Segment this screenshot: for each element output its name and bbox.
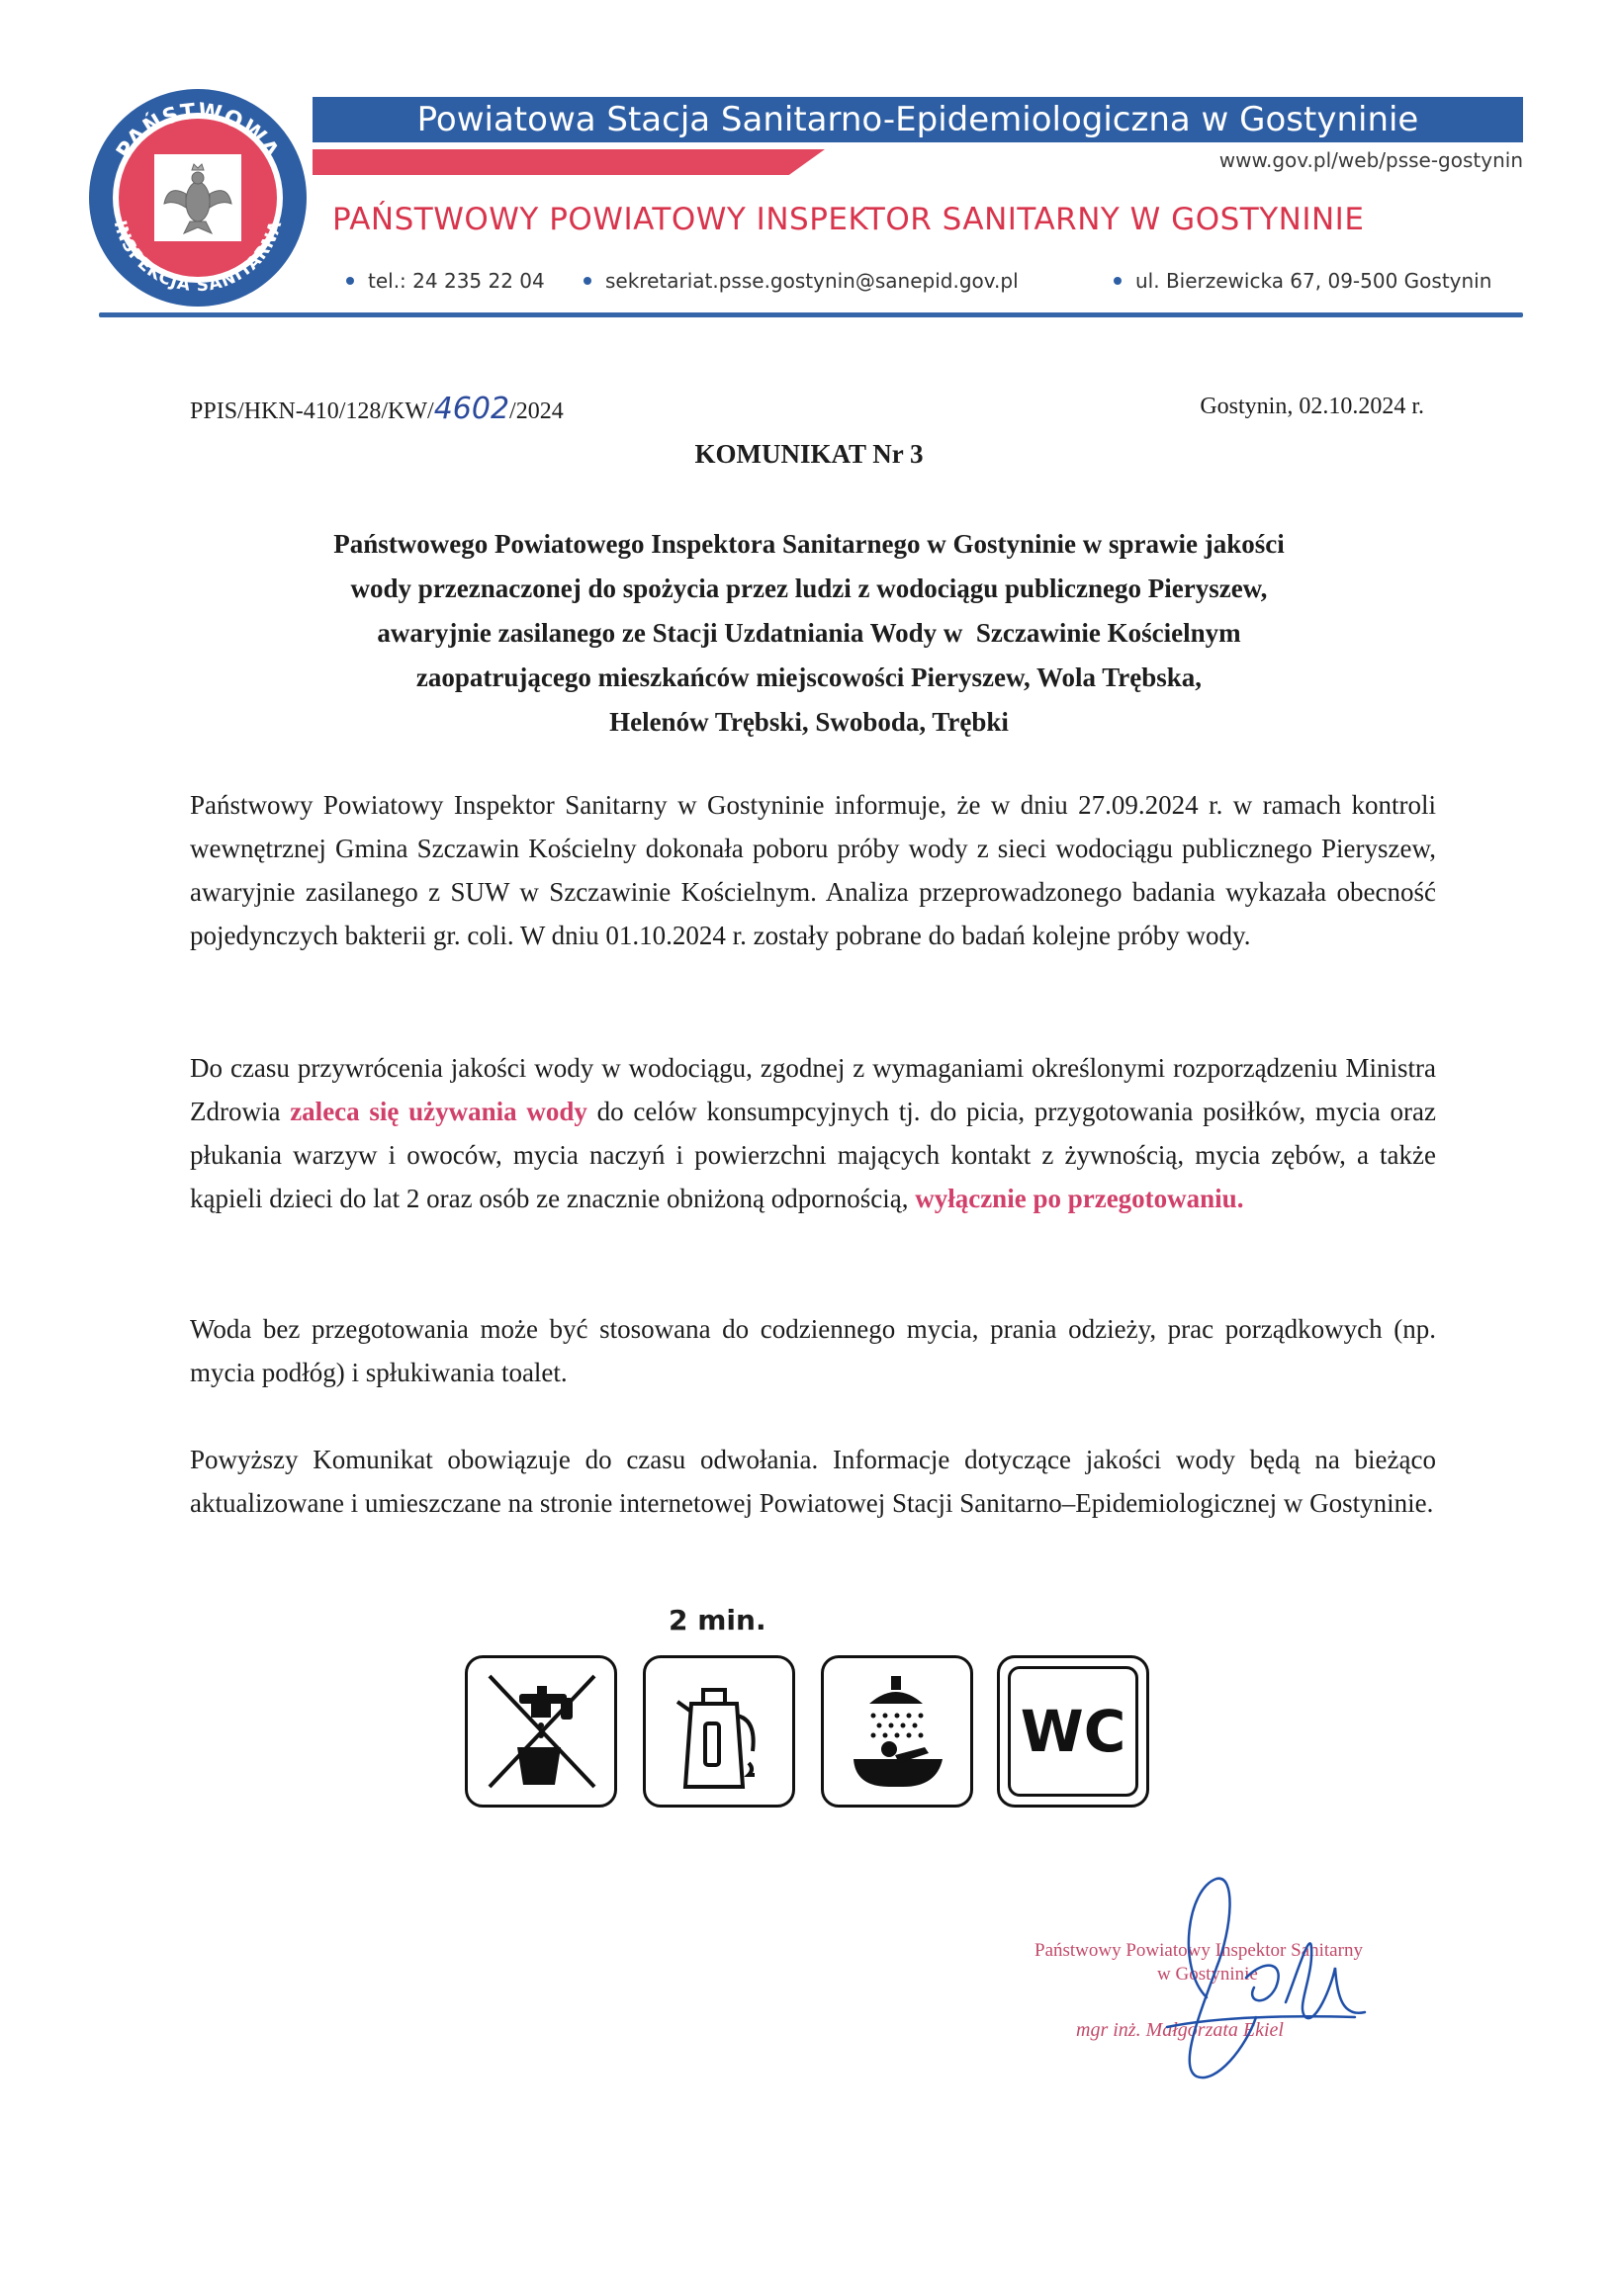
logo-emblem-icon (85, 85, 311, 310)
highlight-use-water: zaleca się używania wody (290, 1097, 587, 1126)
contact-email-text[interactable]: sekretariat.psse.gostynin@sanepid.gov.pl (605, 269, 1019, 293)
reference-prefix: PPIS/HKN-410/128/KW/ (190, 398, 434, 424)
logo-bottom-text: INSPEKCJA SANITARNA (109, 218, 287, 297)
bullet-icon (346, 277, 354, 285)
reference-suffix: /2024 (509, 398, 564, 424)
stamp-location: w Gostyninie (1157, 1964, 1258, 1985)
paragraph-unboiled-use: Woda bez przegotowania może być stosowana do codziennego mycia, prania odzieży, prac porządkowych (np. mycia podłóg) i spłukiwania toalet. (190, 1314, 1436, 1387)
website-url[interactable]: www.gov.pl/web/psse-gostynin (1218, 148, 1523, 172)
subject-line: wody przeznaczonej do spożycia przez ludzi z wodociągu publicznego Pieryszew, (350, 574, 1268, 603)
highlight-only-boiled: wyłącznie po przegotowaniu (915, 1184, 1237, 1213)
letter-date: Gostynin, 02.10.2024 r. (1200, 394, 1424, 419)
subject-line: zaopatrującego mieszkańców miejscowości Pieryszew, Wola Trębska, (415, 662, 1203, 692)
signatory-name: mgr inż. Małgorzata Ekiel (1076, 2019, 1284, 2041)
shower-bath-icon (821, 1655, 973, 1808)
stamp-title: Państwowy Powiatowy Inspektor Sanitarny (1034, 1940, 1363, 1961)
wc-icon (997, 1655, 1149, 1808)
subject-line: Państwowego Powiatowego Inspektora Sanitarnego w Gostyninie w sprawie jakości (333, 529, 1285, 559)
contact-phone (346, 269, 545, 293)
paragraph-validity: Powyższy Komunikat obowiązuje do czasu odwołania. Informacje dotyczące jakości wody będą na bieżąco aktualizowane i umieszczane na stronie internetowej Powiatowej Stacji Sanitarno–Epidemiologicznej w Gostyninie. (190, 1445, 1436, 1518)
inspection-logo (85, 85, 311, 310)
logo-top-text: PAŃSTWOWA (112, 99, 284, 164)
station-name: Powiatowa Stacja Sanitarno-Epidemiologiczna w Gostyninie (416, 100, 1419, 139)
recommendation-end: . (1236, 1184, 1244, 1213)
handwritten-signature-icon (1137, 1869, 1394, 2106)
bullet-icon (584, 277, 591, 285)
header-divider (99, 312, 1523, 317)
contact-address-text: ul. Bierzewicka 67, 09-500 Gostynin (1135, 269, 1492, 293)
contact-address (1114, 269, 1491, 293)
paragraph-findings: Państwowy Powiatowy Inspektor Sanitarny w Gostyninie informuje, że w dniu 27.09.2024 r. w ramach kontroli wewnętrznej Gmina Szczawin Kościelny dokonała poboru próby wody z sieci wodociągu publicznego Pieryszew, awaryjnie zasilanego z SUW w Szczawinie Kościelnym. Analiza przeprowadzonego badania wykazała obecność pojedynczych bakterii gr. coli. W dniu 01.10.2024 r. zostały pobrane do badań kolejne próby wody. (190, 790, 1436, 950)
subject-line: awaryjnie zasilanego ze Stacji Uzdatniania Wody w Szczawinie Kościelnym (377, 618, 1241, 648)
boil-duration-label: 2 min. (669, 1604, 766, 1636)
contact-phone-text: tel.: 24 235 22 04 (368, 269, 545, 293)
boiling-kettle-icon (643, 1655, 795, 1808)
contact-email[interactable] (584, 269, 1019, 293)
document-title: KOMUNIKAT Nr 3 (694, 439, 924, 469)
no-tap-water-icon (465, 1655, 617, 1808)
red-accent-bar (313, 149, 825, 175)
paragraph-recommendation (190, 1046, 1436, 1220)
inspector-title: PAŃSTWOWY POWIATOWY INSPEKTOR SANITARNY W GOSTYNINIE (332, 202, 1365, 237)
reference-number (190, 392, 564, 426)
subject-line: Helenów Trębski, Swoboda, Trębki (609, 707, 1009, 737)
bullet-icon (1114, 277, 1122, 285)
wc-label: WC (1020, 1698, 1126, 1765)
document-subject (198, 522, 1420, 745)
recommendation-text: Do czasu przywrócenia jakości wody w wodociągu, zgodnej z wymaganiami określonymi rozporządzeniu Ministra Zdrowia (190, 1053, 1436, 1126)
recommendation-text: do celów konsumpcyjnych tj. do picia, przygotowania posiłków, mycia oraz płukania warzyw i owoców, mycia naczyń i powierzchni mających kontakt z żywnością, mycia zębów, a także kąpieli dzieci do lat 2 oraz osób ze znacznie obniżoną odpornością, (190, 1097, 1436, 1213)
handwritten-number: 4602 (433, 392, 510, 426)
